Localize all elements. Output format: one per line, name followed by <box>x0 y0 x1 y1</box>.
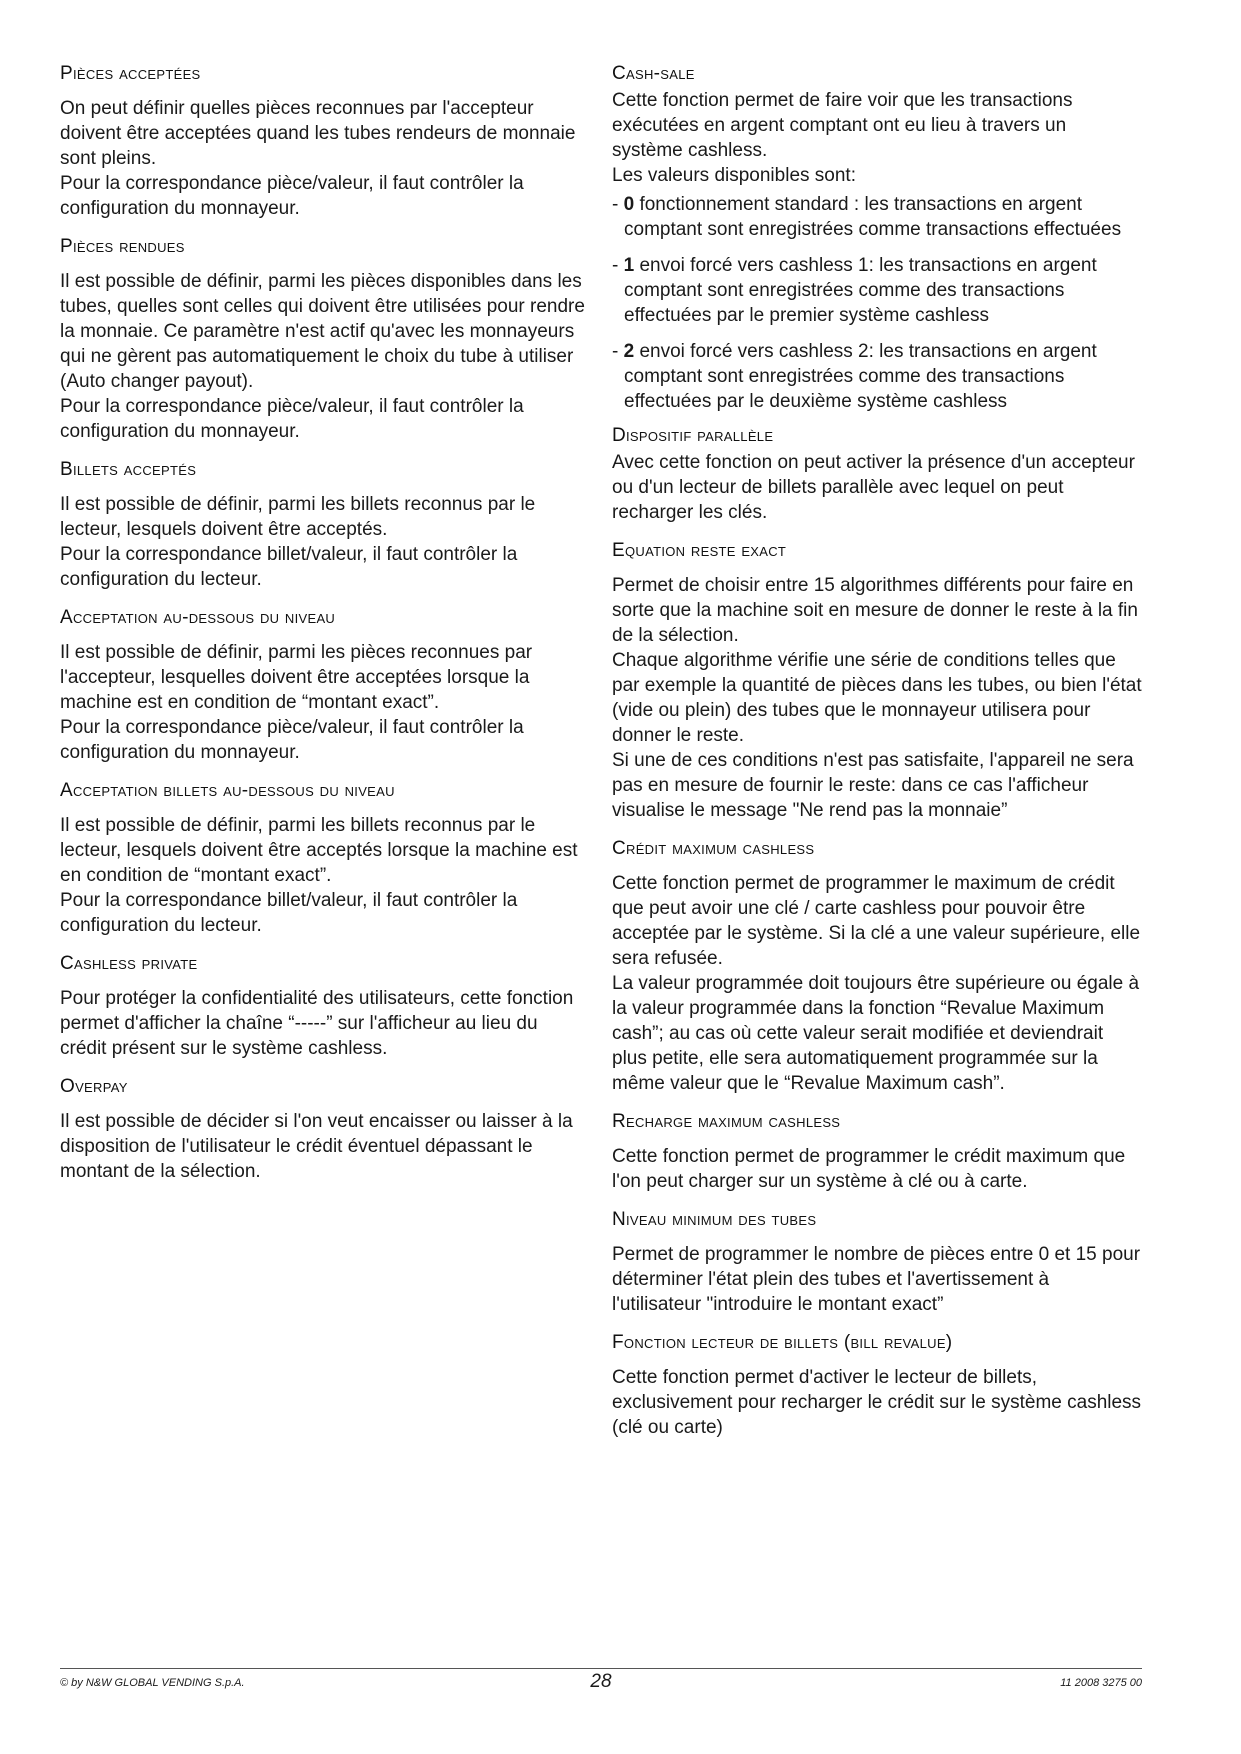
paragraph: Cette fonction permet d'activer le lecteur de billets, exclusivement pour recharger le crédit sur le système cashless (clé ou carte) <box>612 1367 1142 1438</box>
section-pieces-acceptees <box>60 62 585 221</box>
section-heading: Acceptation au-dessous du niveau <box>60 607 336 628</box>
paragraph: La valeur programmée doit toujours être supérieure ou égale à la valeur programmée dans la fonction “Revalue Maximum cash”; au cas où cette valeur serait modifiée et deviendrait plus petite, elle sera automatiquement programmée sur la même valeur que le “Revalue Maximum cash”. <box>612 973 1140 1094</box>
paragraph: Pour la correspondance billet/valeur, il faut contrôler la configuration du lecteur. <box>60 544 518 590</box>
section-equation-reste-exact <box>612 539 1142 823</box>
section-heading: Acceptation billets au-dessous du niveau <box>60 780 395 801</box>
paragraph: Permet de choisir entre 15 algorithmes différents pour faire en sorte que la machine soit en mesure de donner le reste à la fin de la sélection. <box>612 575 1138 646</box>
section-heading: Pièces acceptées <box>60 63 201 84</box>
paragraph: Pour la correspondance pièce/valeur, il faut contrôler la configuration du monnayeur. <box>60 173 524 219</box>
value-description: envoi forcé vers cashless 2: les transactions en argent comptant sont enregistrées comme des transactions effectuées par le deuxième système cashless <box>624 341 1097 412</box>
section-credit-maximum-cashless <box>612 837 1142 1096</box>
section-overpay <box>60 1075 585 1184</box>
list-item: - 2 envoi forcé vers cashless 2: les transactions en argent comptant sont enregistrées comme des transactions effectuées par le deuxième système cashless <box>612 341 1097 412</box>
list-item: - 1 envoi forcé vers cashless 1: les transactions en argent comptant sont enregistrées comme des transactions effectuées par le premier système cashless <box>612 255 1097 326</box>
section-acceptation-niveau <box>60 606 585 765</box>
section-fonction-lecteur-billets <box>612 1331 1142 1440</box>
paragraph: Avec cette fonction on peut activer la présence d'un accepteur ou d'un lecteur de billets parallèle avec lequel on peut recharger les clés. <box>612 452 1135 523</box>
paragraph: Cette fonction permet de programmer le crédit maximum que l'on peut charger sur un système à clé ou à carte. <box>612 1146 1126 1192</box>
section-dispositif-parallele <box>612 424 1142 525</box>
value-number: 1 <box>623 255 635 276</box>
document-code: 11 2008 3275 00 <box>1060 1677 1142 1689</box>
paragraph: Cette fonction permet de programmer le maximum de crédit que peut avoir une clé / carte cashless pour pouvoir être acceptée par le système. Si la clé a une valeur supérieure, elle sera refusée. <box>612 873 1141 969</box>
value-description: fonctionnement standard : les transactions en argent comptant sont enregistrées comme transactions effectuées <box>624 194 1122 240</box>
section-acceptation-billets-niveau <box>60 779 585 938</box>
paragraph: Il est possible de définir, parmi les pièces reconnues par l'accepteur, lesquelles doivent être acceptées lorsque la machine est en condition de “montant exact”. <box>60 642 533 713</box>
section-heading: Pièces rendues <box>60 236 185 257</box>
value-number: 0 <box>623 194 635 215</box>
paragraph: Il est possible de définir, parmi les billets reconnus par le lecteur, lesquels doivent être acceptés lorsque la machine est en condition de “montant exact”. <box>60 815 578 886</box>
paragraph: Pour protéger la confidentialité des utilisateurs, cette fonction permet d'afficher la chaîne “-----” sur l'afficheur au lieu du crédit présent sur le système cashless. <box>60 988 574 1059</box>
left-column <box>60 62 585 1198</box>
values-list <box>612 192 1142 414</box>
paragraph: On peut définir quelles pièces reconnues par l'accepteur doivent être acceptées quand les tubes rendeurs de monnaie sont pleins. <box>60 98 576 169</box>
section-heading: Dispositif parallèle <box>612 425 774 446</box>
paragraph: Pour la correspondance pièce/valeur, il faut contrôler la configuration du monnayeur. <box>60 396 524 442</box>
section-heading: Niveau minimum des tubes <box>612 1209 817 1230</box>
section-pieces-rendues <box>60 235 585 444</box>
value-description: envoi forcé vers cashless 1: les transactions en argent comptant sont enregistrées comme des transactions effectuées par le premier système cashless <box>624 255 1097 326</box>
section-heading: Fonction lecteur de billets (bill revalue) <box>612 1332 953 1353</box>
section-heading: Billets acceptés <box>60 459 197 480</box>
paragraph: Les valeurs disponibles sont: <box>612 165 856 186</box>
paragraph: Il est possible de définir, parmi les pièces disponibles dans les tubes, quelles sont celles qui doivent être utilisées pour rendre la monnaie. Ce paramètre n'est actif qu'avec les monnayeurs qui ne gèrent pas automatiquement le choix du tube à utiliser (Auto changer payout). <box>60 271 585 392</box>
paragraph: Il est possible de décider si l'on veut encaisser ou laisser à la disposition de l'utilisateur le crédit éventuel dépassant le montant de la sélection. <box>60 1111 573 1182</box>
section-heading: Recharge maximum cashless <box>612 1111 841 1132</box>
page-number: 28 <box>590 1671 612 1692</box>
section-cash-sale <box>612 62 1142 414</box>
section-heading: Cash-sale <box>612 63 695 84</box>
section-heading: Overpay <box>60 1076 128 1097</box>
paragraph: Cette fonction permet de faire voir que les transactions exécutées en argent comptant ont eu lieu à travers un système cashless. <box>612 90 1073 161</box>
section-billets-acceptes <box>60 458 585 592</box>
section-heading: Equation reste exact <box>612 540 787 561</box>
paragraph: Chaque algorithme vérifie une série de conditions telles que par exemple la quantité de pièces dans les tubes, ou bien l'état (vide ou plein) des tubes que le monnayeur utilisera pour donner le reste. <box>612 650 1142 746</box>
paragraph: Pour la correspondance billet/valeur, il faut contrôler la configuration du lecteur. <box>60 890 518 936</box>
paragraph: Il est possible de définir, parmi les billets reconnus par le lecteur, lesquels doivent être acceptés. <box>60 494 536 540</box>
copyright-notice: © by N&W GLOBAL VENDING S.p.A. <box>60 1677 245 1689</box>
section-cashless-private <box>60 952 585 1061</box>
section-niveau-minimum-tubes <box>612 1208 1142 1317</box>
section-recharge-maximum-cashless <box>612 1110 1142 1194</box>
section-heading: Cashless private <box>60 953 198 974</box>
section-heading: Crédit maximum cashless <box>612 838 815 859</box>
right-column <box>612 62 1142 1454</box>
list-item: - 0 fonctionnement standard : les transactions en argent comptant sont enregistrées comme transactions effectuées <box>612 194 1122 240</box>
value-number: 2 <box>623 341 635 362</box>
paragraph: Permet de programmer le nombre de pièces entre 0 et 15 pour déterminer l'état plein des tubes et l'avertissement à l'utilisateur "introduire le montant exact” <box>612 1244 1141 1315</box>
paragraph: Si une de ces conditions n'est pas satisfaite, l'appareil ne sera pas en mesure de fournir le reste: dans ce cas l'afficheur visualise le message "Ne rend pas la monnaie” <box>612 750 1134 821</box>
page-footer <box>60 1668 1142 1692</box>
paragraph: Pour la correspondance pièce/valeur, il faut contrôler la configuration du monnayeur. <box>60 717 524 763</box>
